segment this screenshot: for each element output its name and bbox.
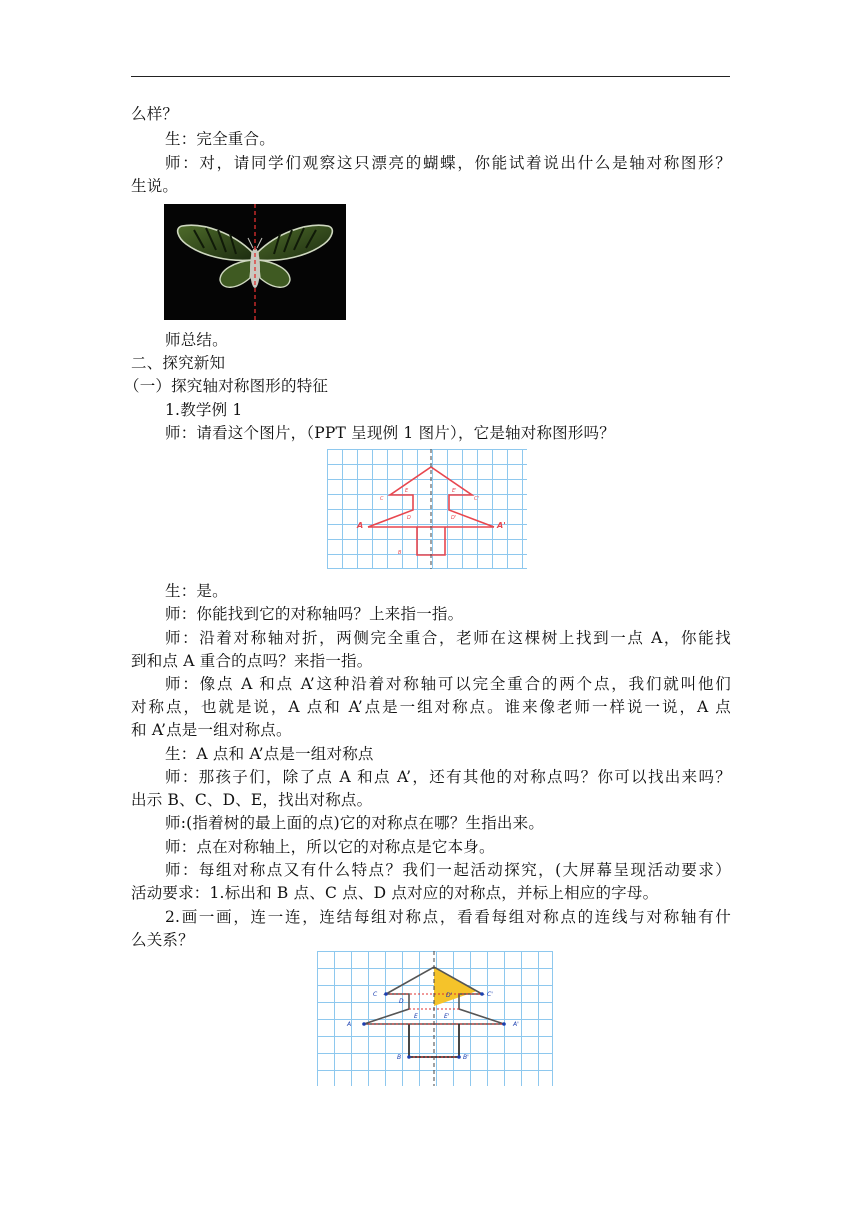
text-line: 1.教学例 1 xyxy=(165,401,243,419)
text-line: 对称点，也就是说，A 点和 A’点是一组对称点。谁来像老师一样说一说，A 点 xyxy=(131,698,731,716)
label-a-prime: A' xyxy=(513,1021,519,1028)
text-line: 生说。 xyxy=(131,177,179,195)
label-a: A xyxy=(357,521,364,530)
label-d: D xyxy=(407,515,411,521)
text-line: 师:(指着树的最上面的点)它的对称点在哪？生指出来。 xyxy=(165,814,545,832)
label-b-prime: B' xyxy=(463,1054,469,1061)
label-e: E xyxy=(405,488,409,494)
label-b: B xyxy=(397,1054,402,1061)
tree-figure-2 xyxy=(317,951,553,1086)
label-d-prime: D' xyxy=(451,515,457,521)
text-line: 师：像点 A 和点 A’这种沿着对称轴可以完全重合的两个点，我们就叫他们 xyxy=(165,675,731,693)
label-d: D xyxy=(399,998,404,1005)
label-c: C xyxy=(373,991,378,998)
subsection-heading: （一）探究轴对称图形的特征 xyxy=(124,377,329,395)
text-line: 到和点 A 重合的点吗？来指一指。 xyxy=(131,652,373,670)
label-c: C xyxy=(380,496,384,502)
text-line: 师总结。 xyxy=(165,331,228,349)
label-c-prime: C' xyxy=(474,496,479,502)
text-line: 生：完全重合。 xyxy=(165,130,275,148)
label-e: E xyxy=(414,1013,418,1020)
text-line: 么关系？ xyxy=(131,931,194,949)
label-e-prime: E' xyxy=(452,488,457,494)
text-line: 师：那孩子们，除了点 A 和点 A’，还有其他的对称点吗？你可以找出来吗？ xyxy=(165,768,731,786)
label-d-prime: D' xyxy=(446,992,453,999)
text-line: 么样？ xyxy=(131,105,179,123)
text-line: 师：请看这个图片，（PPT 呈现例 1 图片），它是轴对称图形吗？ xyxy=(165,424,615,442)
text-line: 活动要求：1.标出和 B 点、C 点、D 点对应的对称点，并标上相应的字母。 xyxy=(131,884,659,902)
text-line: 生：是。 xyxy=(165,582,228,600)
text-line: 2.画一画，连一连，连结每组对称点，看看每组对称点的连线与对称轴有什 xyxy=(165,908,731,926)
text-line: 师：对，请同学们观察这只漂亮的蝴蝶，你能试着说出什么是轴对称图形？ xyxy=(165,154,731,172)
label-a-prime: A' xyxy=(497,521,506,530)
label-e-prime: E' xyxy=(444,1013,450,1020)
tree-figure-1 xyxy=(327,449,527,569)
text-line: 和 A’点是一组对称点。 xyxy=(131,721,292,739)
text-line: 师：你能找到它的对称轴吗？上来指一指。 xyxy=(165,605,464,623)
label-a: A xyxy=(347,1021,352,1028)
text-line: 生：A 点和 A’点是一组对称点 xyxy=(165,745,374,763)
text-line: 出示 B、C、D、E，找出对称点。 xyxy=(131,791,373,809)
label-c-prime: C' xyxy=(487,991,493,998)
section-heading: 二、探究新知 xyxy=(131,354,226,372)
text-line: 师：每组对称点又有什么特点？我们一起活动探究，(大屏幕呈现活动要求） xyxy=(165,861,731,879)
butterfly-image xyxy=(164,204,346,320)
text-line: 师：沿着对称轴对折，两侧完全重合，老师在这棵树上找到一点 A，你能找 xyxy=(165,629,731,647)
header-rule xyxy=(131,76,730,77)
label-b: B xyxy=(398,550,402,556)
text-line: 师：点在对称轴上，所以它的对称点是它本身。 xyxy=(165,838,495,856)
